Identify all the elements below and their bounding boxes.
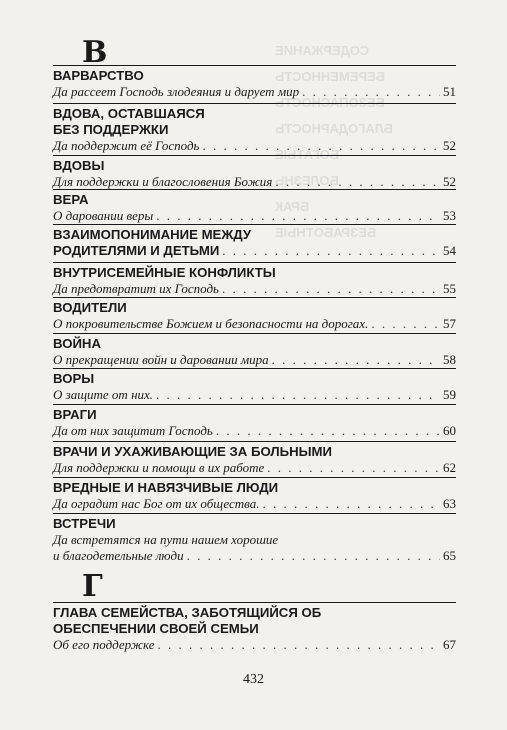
entry-subtitle: Да от них защитит Господь [53,423,213,438]
entry-subtitle: Да оградит нас Бог от их общества. [53,496,260,511]
leader-dots [267,460,440,476]
leader-dots [275,174,440,190]
page-ref[interactable]: 51 [443,84,456,99]
entry-heading: ВЕРА [53,192,89,207]
leader-dots [202,138,440,154]
page-ref[interactable]: 57 [443,316,456,331]
entry-heading: ВСТРЕЧИ [53,516,116,531]
leader-dots [371,316,440,332]
entry-subtitle: и благодетельные люди [53,548,184,563]
page-ref[interactable]: 62 [443,460,456,475]
page-ref[interactable]: 54 [443,243,456,258]
toc-entry [53,441,456,476]
toc-entry [53,297,456,332]
leader-dots [156,208,440,224]
entry-heading: ВАРВАРСТВО [53,68,144,83]
entry-subtitle: Для поддержки и благословения Божия [53,174,273,189]
entry-subtitle: Да встретятся на пути нашем хорошие [53,532,279,547]
toc-entry [53,477,456,512]
toc-entry [53,155,456,190]
leader-dots [222,243,440,259]
page-ref[interactable]: 55 [443,281,456,296]
page-ref[interactable]: 53 [443,208,456,223]
entry-heading: ВОЙНА [53,336,101,351]
entry-subtitle: Да поддержит её Господь [53,138,200,153]
page-ref[interactable]: 63 [443,496,456,511]
entry-heading: ВДОВА, ОСТАВШАЯСЯ БЕЗ ПОДДЕРЖКИ [53,106,205,137]
entry-subtitle: О прекращении войн и даровании мира [53,352,269,367]
entry-heading: ВРАЧИ И УХАЖИВАЮЩИЕ ЗА БОЛЬНЫМИ [53,444,333,459]
entry-subtitle: О даровании веры [53,208,154,223]
section-letter-g: Г [82,569,103,604]
toc-entry [53,368,456,403]
leader-dots [272,352,440,368]
leader-dots [157,637,440,653]
leader-dots [187,548,440,564]
entry-heading: ВРЕДНЫЕ И НАВЯЗЧИВЫЕ ЛЮДИ [53,480,279,495]
leader-dots [222,281,440,297]
entry-subtitle: Для поддержки и помощи в их работе [53,460,265,475]
leader-dots [263,496,441,512]
leader-dots [216,423,440,439]
toc-entry [53,103,456,154]
bleed-through-text: СОДЕРЖАНИЕ БЕРЕМЕННОСТЬ БЕЗОПАСНОСТЬ БЛАГОДАРНОСТЬ БОГАТЫЕ БОЛЕЗНЬ БРАК БЕЗРАБОТНЫЕ [275,43,393,240]
entry-subtitle: О покровительстве Божием и безопасности на дорогах. [53,316,369,331]
entry-heading: ВРАГИ [53,407,97,422]
page-ref[interactable]: 52 [443,174,456,189]
entry-subtitle: О защите от них. [53,387,154,402]
leader-dots [302,84,440,100]
toc-entry [53,602,456,653]
toc-entry: ВЗАИМОПОНИМАНИЕ МЕЖДУ РОДИТЕЛЯМИ И ДЕТЬМИ . . . 54 [53,224,456,259]
toc-entry [53,404,456,439]
toc-entry [53,262,456,297]
page-ref[interactable]: 60 [443,423,456,438]
entry-heading: ВЗАИМОПОНИМАНИЕ МЕЖДУ [53,227,252,242]
entry-subtitle: Об его поддержке [53,637,155,652]
page-ref[interactable]: 59 [443,387,456,402]
page-ref[interactable]: 58 [443,352,456,367]
page-ref[interactable]: 65 [443,548,456,563]
page-ref[interactable]: 67 [443,637,456,652]
section-letter-v: В [82,35,108,70]
toc-entry [53,333,456,368]
toc-entry [53,65,456,100]
entry-subtitle: Да рассеет Господь злодеяния и дарует мир [53,84,300,99]
entry-subtitle: Да предотвратит их Господь [53,281,219,296]
toc-entry [53,189,456,224]
entry-heading: ВОДИТЕЛИ [53,300,127,315]
entry-heading: ГЛАВА СЕМЕЙСТВА, ЗАБОТЯЩИЙСЯ ОБ ОБЕСПЕЧЕНИИ СВОЕЙ СЕМЬИ [53,605,322,636]
page-ref[interactable]: 52 [443,138,456,153]
entry-heading: ВНУТРИСЕМЕЙНЫЕ КОНФЛИКТЫ [53,265,276,280]
entry-heading: ВОРЫ [53,371,95,386]
page-number: 432 [243,672,264,687]
leader-dots [156,387,440,403]
toc-entry [53,513,456,564]
entry-heading: ВДОВЫ [53,158,105,173]
